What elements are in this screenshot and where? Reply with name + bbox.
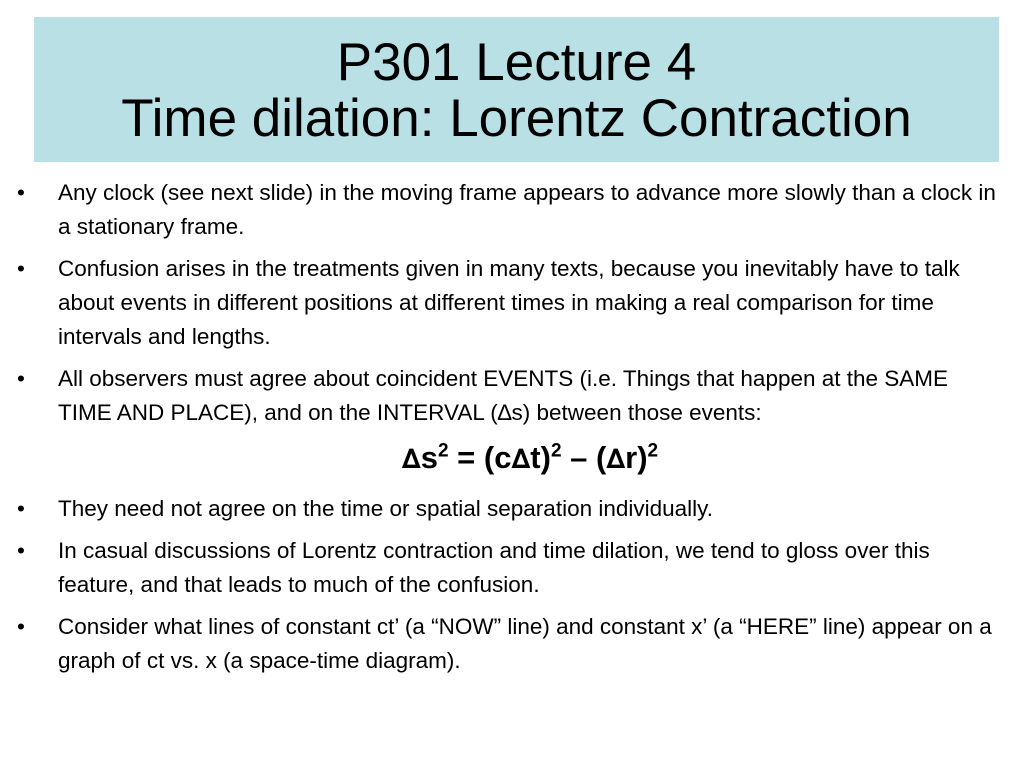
bullet-marker: • [17, 256, 25, 281]
slide-title-line-2: Time dilation: Lorentz Contraction [121, 89, 912, 148]
bullet-marker: • [17, 538, 25, 563]
formula-r-close: r) [625, 440, 648, 475]
bullet-item [17, 176, 1002, 244]
bullet-text: Confusion arises in the treatments given in many texts, because you inevitably have to talk about events in different positions at different times in making a real comparison for time intervals and lengths. [58, 256, 960, 349]
bullet-item [17, 252, 1002, 354]
bullet-text: All observers must agree about coincident EVENTS (i.e. Things that happen at the SAME TIME AND PLACE), and on the INTERVAL (∆s) between those events: [58, 366, 949, 425]
bullet-item [17, 610, 1002, 678]
formula-exponent: 2 [550, 440, 562, 462]
bullet-marker: • [17, 366, 25, 391]
slide-title-line-1: P301 Lecture 4 [336, 33, 697, 92]
formula-exponent: 2 [647, 440, 659, 462]
bullet-item [17, 534, 1002, 602]
delta-symbol: ∆ [511, 444, 531, 475]
formula-equals-open: = (c [448, 440, 512, 475]
bullet-text: They need not agree on the time or spatial separation individually. [58, 496, 713, 521]
slide-body [17, 176, 1002, 686]
formula-s: s [420, 440, 438, 475]
slide-title-banner [34, 17, 999, 162]
bullet-item [17, 492, 1002, 526]
bullet-marker: • [17, 614, 25, 639]
delta-symbol: ∆ [401, 444, 421, 475]
formula-exponent: 2 [437, 440, 449, 462]
interval-formula [17, 438, 1002, 480]
bullet-text: In casual discussions of Lorentz contraction and time dilation, we tend to gloss over this feature, and that leads to much of the confusion. [58, 538, 930, 597]
bullet-marker: • [17, 180, 25, 205]
bullet-marker: • [17, 496, 25, 521]
bullet-text: Any clock (see next slide) in the moving frame appears to advance more slowly than a clock in a stationary frame. [58, 180, 996, 239]
formula-minus-open: – ( [561, 440, 607, 475]
bullet-item [17, 362, 1002, 430]
bullet-text: Consider what lines of constant ct’ (a “NOW” line) and constant x’ (a “HERE” line) appear on a graph of ct vs. x (a space-time diagram). [58, 614, 992, 673]
delta-symbol: ∆ [606, 444, 626, 475]
formula-t-close: t) [530, 440, 551, 475]
